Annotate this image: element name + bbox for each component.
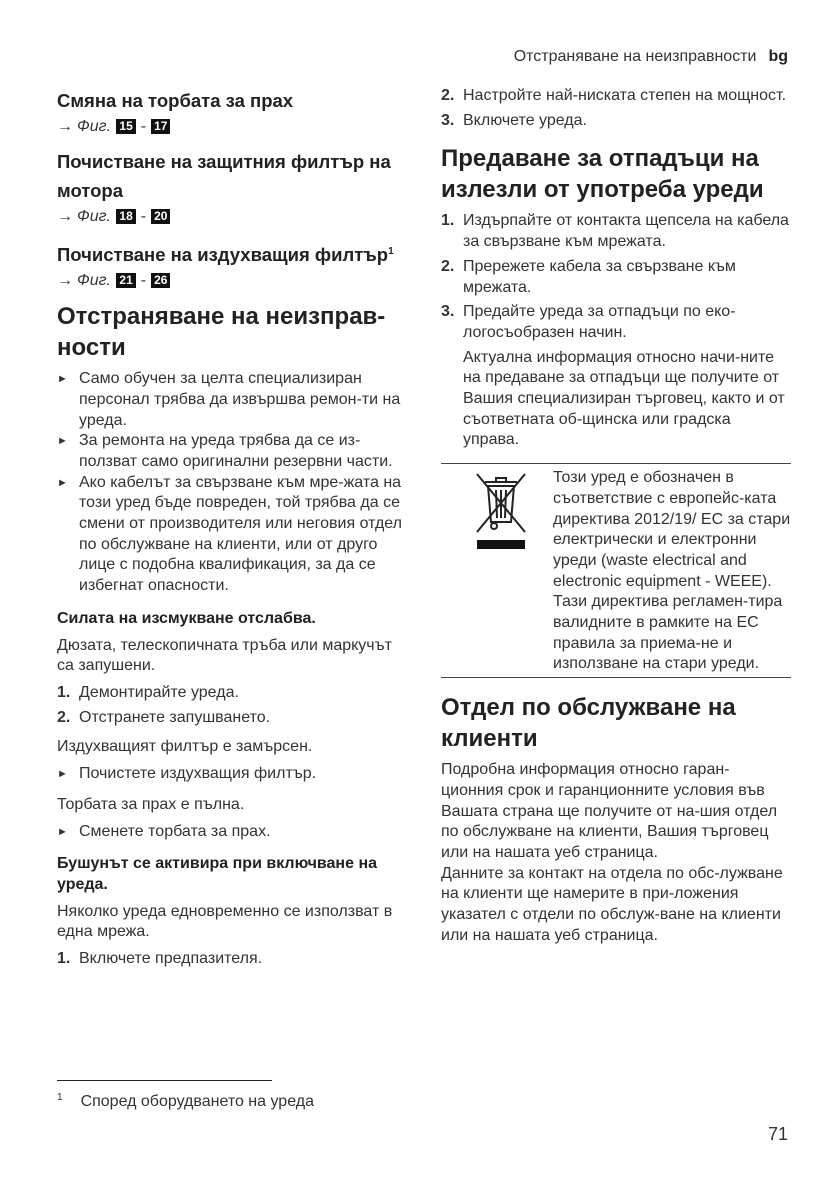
language-code: bg [768, 48, 788, 65]
list-item: ► Само обучен за целта специализиран персонал трябва да извършва ремон-ти на уреда. [57, 370, 401, 429]
heading-customer-service: Отдел по обслужване на клиенти [441, 694, 736, 753]
subheading-suction-weak: Силата на изсмукване отслабва. [57, 609, 316, 627]
figure-label: Фиг. [77, 208, 111, 225]
weee-text: Този уред е обозначен в съответствие с европейс-ката директива 2012/19/ EC за стари електрически и електронни уреди (waste electrical and electronic equipment - WEEE). Тази директива регламен-тира валидните в рамките на ЕС правила за приема-не и използване на стари уреди. [553, 469, 791, 673]
bullet-triangle-icon: ► [57, 825, 68, 838]
footnote [57, 1092, 314, 1111]
list-item: 1. Включете предпазителя. [57, 950, 263, 968]
weee-notice-box [441, 463, 791, 678]
list-item: 2. Настройте най-ниската степен на мощност. [441, 87, 787, 104]
list-item: ► За ремонта на уреда трябва да се из-ползват само оригинални резервни части. [57, 432, 393, 470]
figure-badge: 15 [116, 119, 135, 134]
cause-text: Дюзата, телескопичната тръба или маркучът са запушени. [57, 636, 392, 675]
arrow-right-icon: → [57, 272, 73, 290]
figure-reference: → Фиг. 15 - 17 [57, 116, 402, 138]
list-item: 1. Издърпайте от контакта щепсела на кабела за свързване към мрежата. [441, 212, 789, 251]
subheading-fuse-trips: Бушунът се активира при включване на уреда. [57, 855, 377, 893]
left-column [57, 86, 402, 974]
numbered-steps [57, 949, 402, 970]
figure-label: Фиг. [77, 118, 111, 135]
figure-badge: 26 [151, 273, 170, 288]
figure-badge: 21 [116, 273, 135, 288]
page-number: 71 [767, 1124, 788, 1144]
heading-disposal: Предаване за отпадъци на излезли от употреба уреди [441, 145, 764, 204]
numbered-steps [441, 86, 791, 131]
troubleshooting-bullet-list [57, 369, 402, 597]
list-item: ► Ако кабелът за свързване към мре-жата на този уред бъде повреден, той трябва да се смени от производителя или неговия отдел по обслужване на клиенти, или от друго лице с подобна квалификация, за да се избегнат опасности. [57, 473, 402, 595]
list-item: ► Почистете издухващия филтър. [57, 764, 402, 785]
crossed-out-bin-icon [441, 468, 553, 675]
figure-label: Фиг. [77, 272, 111, 290]
cause-text: Издухващият филтър е замърсен. [57, 738, 313, 756]
footnote-text: Според оборудването на уреда [80, 1093, 314, 1110]
figure-badge: 18 [116, 209, 135, 224]
bullet-triangle-icon: ► [57, 435, 68, 448]
cause-text: Няколко уреда едновременно се използват в една мрежа. [57, 902, 393, 941]
bullet-triangle-icon: ► [57, 476, 68, 489]
numbered-steps [441, 211, 791, 343]
footnote-marker: 1 [57, 1092, 63, 1103]
list-item: 1. Демонтирайте уреда. [57, 684, 239, 701]
header-section-title: Отстраняване на неизправности [513, 48, 757, 65]
heading-text: Почистване на издухващия филтър [57, 244, 389, 266]
action-bullet-list [57, 822, 402, 843]
heading-motor-filter: Почистване на защитния филтър на мотора [57, 151, 391, 201]
figure-badge: 17 [151, 119, 170, 134]
arrow-right-icon: → [57, 118, 73, 135]
cause-text: Торбата за прах е пълна. [57, 795, 245, 813]
list-item: 2. Отстранете запушването. [57, 708, 271, 726]
heading-troubleshooting: Отстраняване на неизправ-ности [57, 303, 386, 362]
list-item: 3. Предайте уреда за отпадъци по еко-логосъобразен начин. [441, 303, 736, 341]
figure-badge: 20 [151, 209, 170, 224]
service-text: Подробна информация относно гаран-ционния срок и гаранционните условия във Вашата страна ще получите от на-шия отдел по обслужване на клиенти, Вашия търговец или на нашата уеб страница. [441, 761, 778, 861]
heading-replace-dust-bag: Смяна на торбата за прах [57, 90, 294, 111]
figure-reference: → Фиг. 18 - 20 [57, 206, 402, 228]
footnote-separator [57, 1080, 272, 1081]
running-header [514, 48, 788, 66]
numbered-steps [57, 683, 402, 728]
footnote-marker: 1 [388, 246, 394, 257]
service-text: Данните за контакт на отдела по обс-лужване на клиенти ще намерите в при-ложения указател с отдели по обслуж-ване на клиенти или на нашата уеб страница. [441, 864, 783, 944]
figure-reference: → Фиг. 21 - 26 [57, 270, 402, 292]
right-column [441, 86, 791, 947]
arrow-right-icon: → [57, 208, 73, 225]
bullet-triangle-icon: ► [57, 373, 68, 386]
action-bullet-list [57, 764, 402, 785]
disposal-note: Актуална информация относно начи-ните на предаване за отпадъци ще получите от Вашия специализиран търговец, както и от съответната об-щинска или градска управа. [463, 348, 785, 449]
list-item: 3. Включете уреда. [441, 111, 587, 129]
heading-exhaust-filter [57, 237, 402, 269]
list-item: 2. Прережете кабела за свързване към мрежата. [441, 257, 736, 296]
bullet-triangle-icon: ► [57, 768, 68, 781]
list-item: ► Сменете торбата за прах. [57, 822, 402, 843]
